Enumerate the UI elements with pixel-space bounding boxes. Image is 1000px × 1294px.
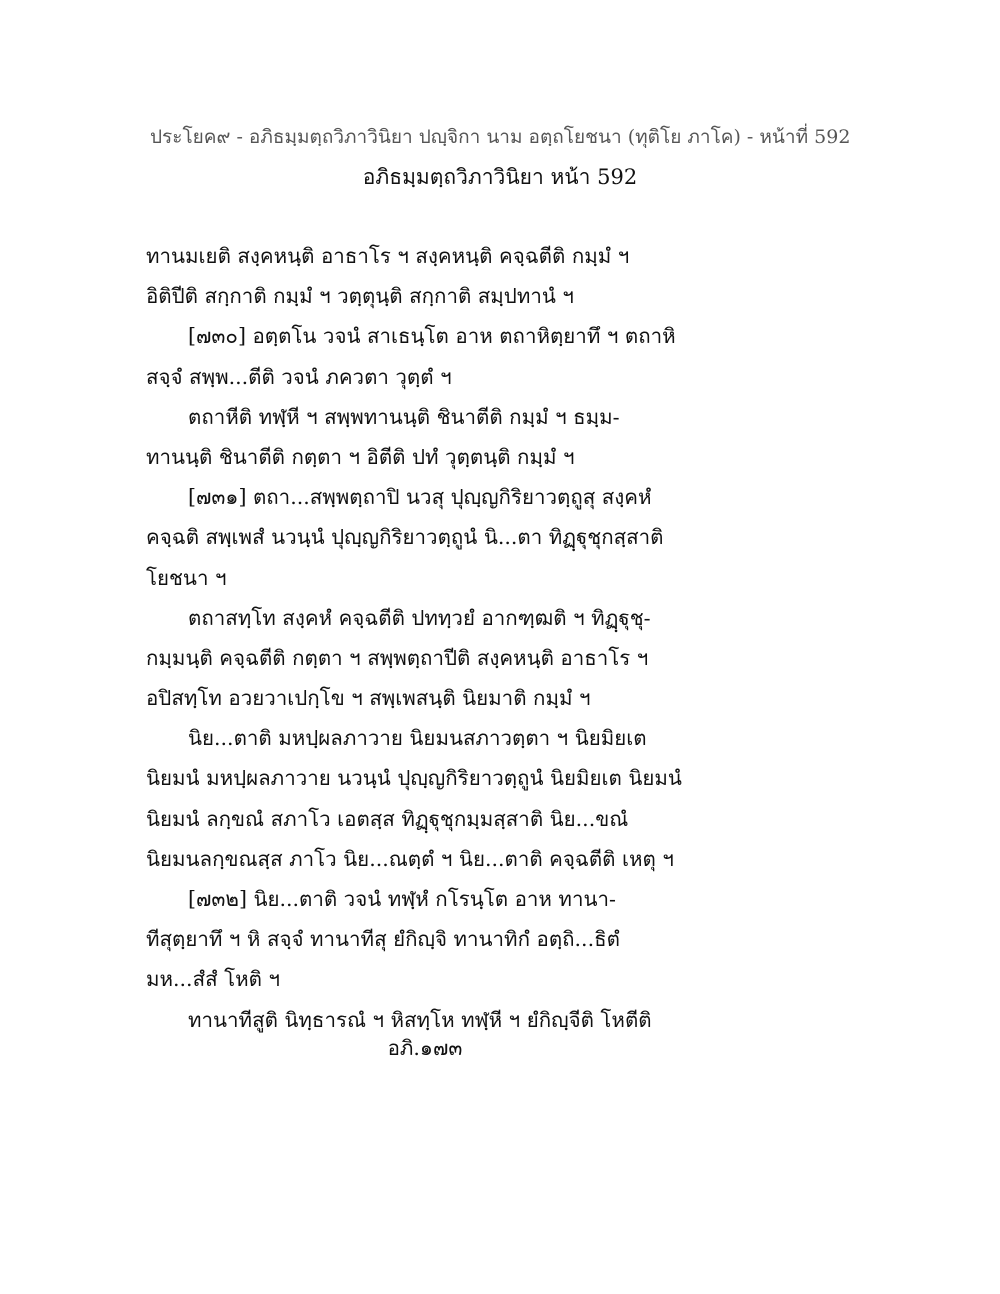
text-line: กมฺมนฺติ คจฺฉตีติ กตฺตา ฯ สพฺพตฺถาปีติ สงฺคหนฺติ อาธาโร ฯ <box>146 645 649 670</box>
text-line: ตถาหีติ ทฬฺหี ฯ สพฺพทานนฺติ ชินาตีติ กมฺมํ ฯ ธมฺม- <box>188 404 620 429</box>
text-line: [๗๓๒] นิย...ตาติ วจนํ ทฬฺหํ กโรนฺโต อาห ทานา- <box>188 887 616 911</box>
page-title: อภิธมฺมตฺถวิภาวินิยา หน้า 592 <box>362 165 638 189</box>
text-line: มห...สํสํ โหติ ฯ <box>146 967 280 992</box>
text-line: ตถาสทฺโท สงฺคหํ คจฺฉตีติ ปททฺวยํ อากฑฺฒติ ฯ ทิฏฺฐุชุ- <box>188 605 651 630</box>
text-line: โยชนา ฯ <box>146 565 227 590</box>
text-line: สจฺจํ สพฺพ...ตีติ วจนํ ภควตา วุตฺตํ ฯ <box>146 364 452 389</box>
footer-page-mark: อภิ.๑๗๓ <box>387 1036 463 1060</box>
text-line: คจฺฉติ สพฺเพสํ นวนฺนํ ปุญฺญกิริยาวตฺถูนํ นิ...ตา ทิฏฺฐุชุกสฺสาติ <box>146 525 664 550</box>
text-line: นิยมนลกฺขณสฺส ภาโว นิย...ณตฺตํ ฯ นิย...ตาติ คจฺฉตีติ เหตุ ฯ <box>146 846 674 871</box>
text-line: ทีสุตฺยาทึ ฯ หิ สจฺจํ ทานาทีสุ ยํกิญฺจิ ทานาทิกํ อตฺถิ...ธิตํ <box>146 927 620 952</box>
text-line: อิติปีติ สกฺกาติ กมฺมํ ฯ วตฺตุนฺติ สกฺกาติ สมฺปทานํ ฯ <box>146 284 574 309</box>
text-line: นิยมนํ มหปฺผลภาวาย นวนฺนํ ปุญฺญกิริยาวตฺถูนํ นิยมิยเต นิยมนํ <box>146 766 682 791</box>
text-line: ทานนฺติ ชินาตีติ กตฺตา ฯ อิตีติ ปทํ วุตฺตนฺติ กมฺมํ ฯ <box>146 444 575 469</box>
text-line: ทานมเยติ สงฺคหนฺติ อาธาโร ฯ สงฺคหนฺติ คจฺฉตีติ กมฺมํ ฯ <box>146 244 630 268</box>
text-line: นิย...ตาติ มหปฺผลภาวาย นิยมนสภาวตฺตา ฯ นิยมิยเต <box>188 726 647 751</box>
text-line: [๗๓๑] ตถา...สพฺพตฺถาปิ นวสุ ปุญฺญกิริยาวตฺถูสุ สงฺคหํ <box>188 485 652 510</box>
text-line: ทานาทีสูติ นิทฺธารณํ ฯ หิสทฺโห ทฬฺหี ฯ ยํกิญฺจีติ โหตีติ <box>188 1007 652 1032</box>
running-header: ประโยค๙ - อภิธมฺมตฺถวิภาวินิยา ปญฺจิกา นาม อตฺถโยชนา (ทุติโย ภาโค) - หน้าที่ 592 <box>150 126 851 148</box>
text-line: นิยมนํ ลกฺขณํ สภาโว เอตสฺส ทิฏฺฐุชุกมฺมสฺสาติ นิย...ขณํ <box>146 806 629 831</box>
text-line: อปิสทฺโท อวยวาเปกฺโข ฯ สพฺเพสนฺติ นิยมาติ กมฺมํ ฯ <box>146 686 591 711</box>
body-text <box>146 236 682 1040</box>
text-line: [๗๓๐] อตฺตโน วจนํ สาเธนฺโต อาห ตถาหิตฺยาทึ ฯ ตถาหิ <box>188 324 676 349</box>
